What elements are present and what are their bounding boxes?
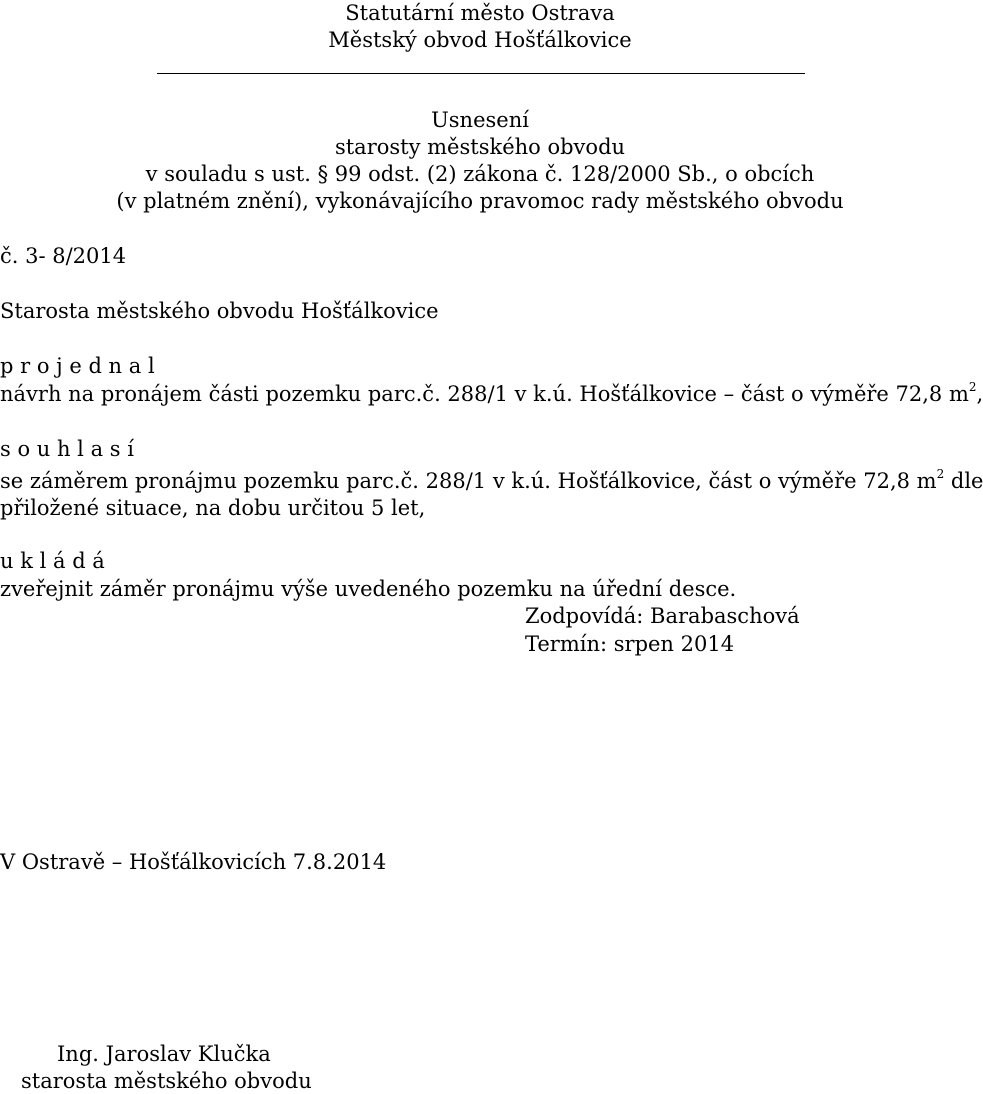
section-symbol: §: [317, 162, 329, 186]
header-divider: [157, 73, 805, 74]
header-district: Městský obvod Hošťálkovice: [328, 28, 632, 52]
law-reference: [0, 161, 960, 187]
uklada-label: u k l á d á: [0, 549, 105, 573]
projednal-body: návrh na pronájem části pozemku parc.č. 288/1 v k.ú. Hošťálkovice – část o výměře 72,8 m: [0, 382, 969, 406]
projednal-end: ,: [976, 382, 983, 406]
signatory-role: starosta městského obvodu: [21, 1069, 312, 1093]
author: Starosta městského obvodu Hošťálkovice: [0, 299, 439, 323]
mandate-text: (v platném znění), vykonávajícího pravomoc rady městského obvodu: [116, 189, 844, 213]
souhlasi-superscript: 2: [936, 467, 945, 481]
law-suffix: 99 odst. (2) zákona č. 128/2000 Sb., o obcích: [328, 162, 815, 186]
projednal-label: p r o j e d n a l: [0, 354, 155, 378]
deadline: Termín: srpen 2014: [525, 632, 735, 656]
souhlasi-end: dle: [944, 469, 983, 493]
projednal-text: [0, 381, 983, 407]
signatory-name: Ing. Jaroslav Klučka: [57, 1042, 271, 1066]
resolution-number: č. 3- 8/2014: [0, 244, 127, 268]
projednal-superscript: 2: [968, 380, 977, 394]
law-prefix: v souladu s ust.: [145, 162, 318, 186]
souhlasi-label: s o u h l a s í: [0, 437, 134, 461]
header-city: Statutární město Ostrava: [345, 1, 615, 25]
souhlasi-line-2: přiložené situace, na dobu určitou 5 let,: [0, 496, 426, 520]
document-title: Usnesení: [431, 108, 529, 132]
document-subtitle: starosty městského obvodu: [334, 135, 626, 159]
souhlasi-line-1: [0, 467, 983, 494]
responsible-person: Zodpovídá: Barabaschová: [525, 604, 800, 628]
souhlasi-body: se záměrem pronájmu pozemku parc.č. 288/1 v k.ú. Hošťálkovice, část o výměře 72,8 m: [0, 469, 937, 493]
place-date: V Ostravě – Hošťálkovicích 7.8.2014: [0, 850, 387, 874]
uklada-text: zveřejnit záměr pronájmu výše uvedeného pozemku na úřední desce.: [0, 577, 737, 601]
